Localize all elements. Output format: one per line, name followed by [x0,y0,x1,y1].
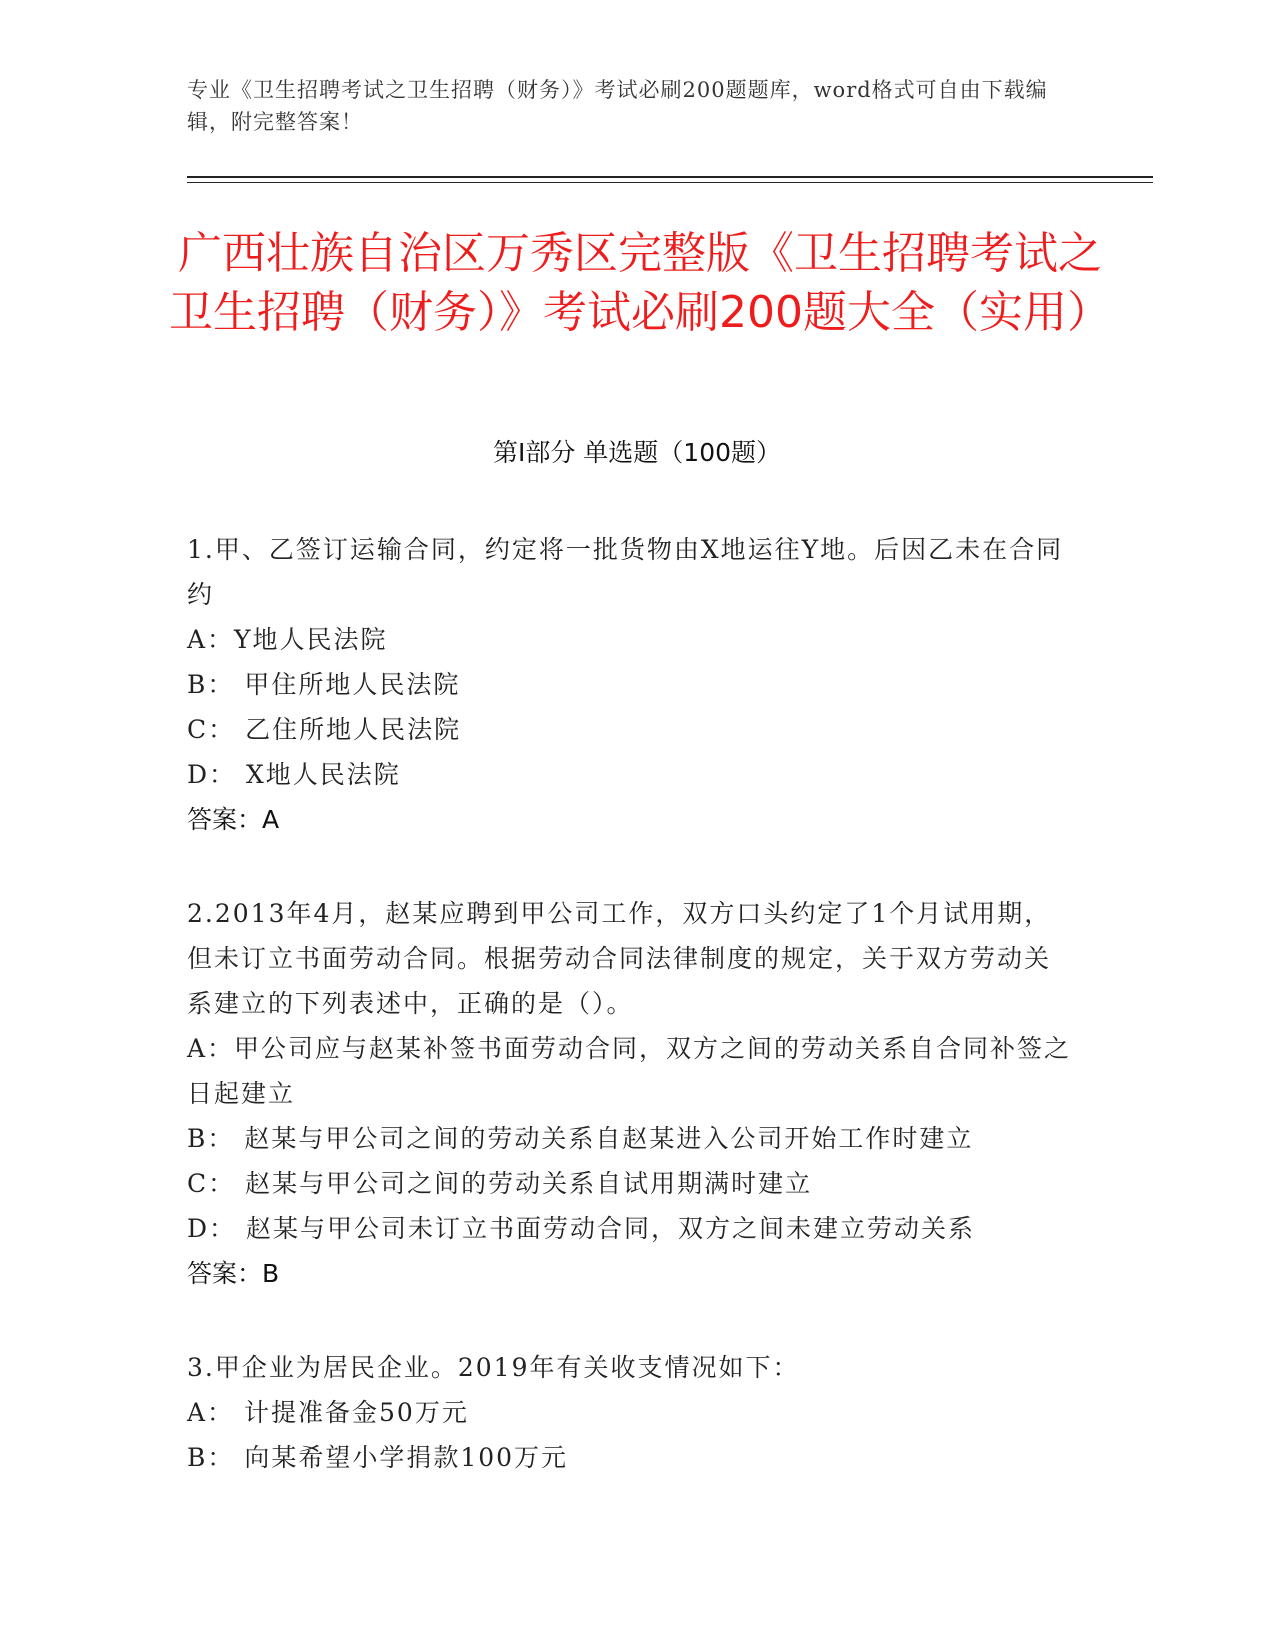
option-c: C： 乙住所地人民法院 [187,715,462,744]
option-a: A：Y地人民法院 [187,625,388,654]
answer-line: 答案：B [187,1259,280,1288]
option-d: D： X地人民法院 [187,760,401,789]
question-3 [187,1345,1077,1480]
question-1 [187,527,1077,842]
option-b: B： 甲住所地人民法院 [187,670,461,699]
option-a: A： 计提准备金50万元 [187,1398,469,1427]
question-stem: 2.2013年4月，赵某应聘到甲公司工作，双方口头约定了1个月试用期，但未订立书面劳动合同。根据劳动合同法律制度的规定，关于双方劳动关系建立的下列表述中，正确的是（）。 [187,899,1052,1018]
option-a: A：甲公司应与赵某补签书面劳动合同，双方之间的劳动关系自合同补签之日起建立 [187,1034,1072,1108]
section-title: 第I部分 单选题（100题） [492,438,782,467]
answer-line: 答案：A [187,805,280,834]
option-b: B： 赵某与甲公司之间的劳动关系自赵某进入公司开始工作时建立 [187,1124,974,1153]
option-d: D： 赵某与甲公司未订立书面劳动合同，双方之间未建立劳动关系 [187,1214,975,1243]
header-divider-thick [187,176,1153,178]
question-list [187,527,1077,1529]
header-note: 专业《卫生招聘考试之卫生招聘（财务）》考试必刷200题题库，word格式可自由下载编辑，附完整答案！ [187,78,1048,134]
header-divider-thin [187,182,1153,183]
option-c: C： 赵某与甲公司之间的劳动关系自试用期满时建立 [187,1169,813,1198]
option-b: B： 向某希望小学捐款100万元 [187,1443,569,1472]
question-stem: 1.甲、乙签订运输合同，约定将一批货物由X地运往Y地。后因乙未在合同约 [187,535,1064,609]
document-title: 广西壮族自治区万秀区完整版《卫生招聘考试之卫生招聘（财务）》考试必刷200题大全（实用） [169,228,1111,338]
question-stem: 3.甲企业为居民企业。2019年有关收支情况如下： [187,1353,800,1382]
question-2 [187,891,1077,1296]
